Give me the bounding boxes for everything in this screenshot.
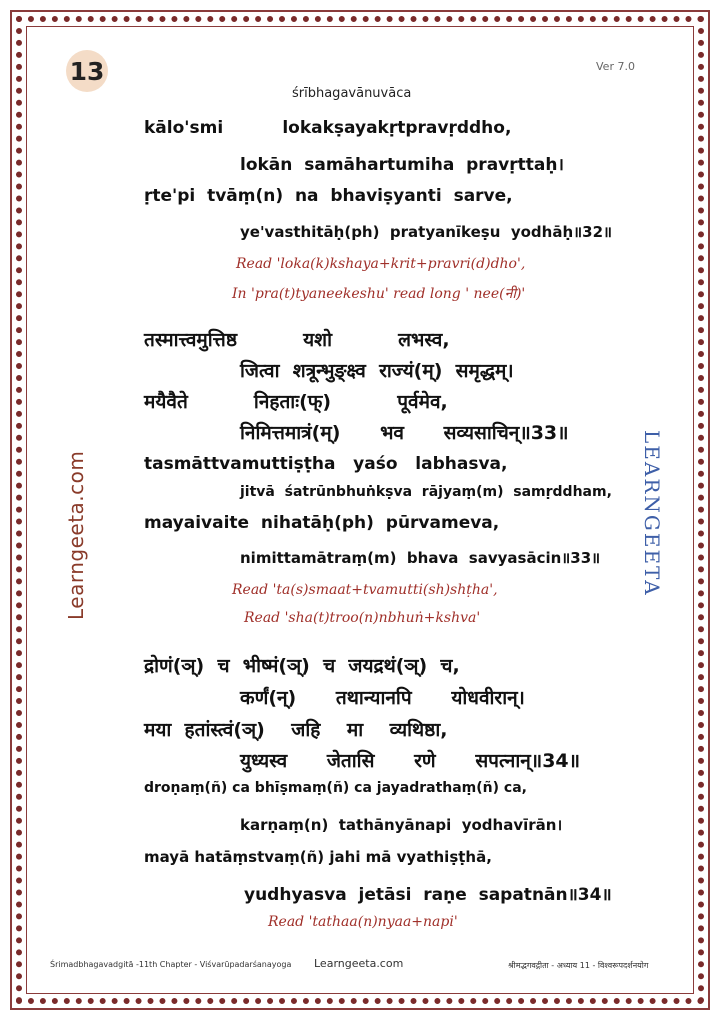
verse33-note-1: Read 'ta(s)smaat+tvamutti(sh)shṭha', bbox=[232, 582, 498, 598]
verse33-dev-line-2: जित्वा शत्रून्भुङ्क्ष्व राज्यं(म्) समृद्धम्। bbox=[240, 360, 514, 382]
verse32-line-1: kālo'smi lokakṣayakṛtpravṛddho, bbox=[144, 118, 512, 138]
verse33-roman-line-4: nimittamātraṃ(m) bhava savyasācin॥33॥ bbox=[240, 549, 601, 567]
verse33-dev-line-3: मयैवैते निहताः(फ्) पूर्वमेव, bbox=[144, 391, 448, 413]
verse33-dev-line-1: तस्मात्त्वमुत्तिष्ठ यशो लभस्व, bbox=[144, 329, 450, 351]
verse32-note-2: In 'pra(t)tyaneekeshu' read long ' nee(नी)' bbox=[232, 286, 526, 302]
verse34-dev-line-4: युध्यस्व जेतासि रणे सपत्नान्॥34॥ bbox=[240, 750, 581, 772]
verse34-roman-line-4: yudhyasva jetāsi raṇe sapatnān॥34॥ bbox=[244, 885, 612, 905]
verse34-dev-line-1: द्रोणं(ञ्) च भीष्मं(ञ्) च जयद्रथं(ञ्) च, bbox=[144, 655, 460, 677]
verse32-line-2: lokān samāhartumiha pravṛttaḥ। bbox=[240, 155, 564, 175]
verse32-note-1: Read 'loka(k)kshaya+krit+pravri(d)dho', bbox=[236, 256, 526, 272]
verse34-roman-line-2: karṇaṃ(n) tathānyānapi yodhavīrān। bbox=[240, 816, 563, 834]
verse34-dev-line-2: कर्णं(न्) तथान्यानपि योधवीरान्। bbox=[240, 687, 525, 709]
footer-chapter-roman: Śrimadbhagavadgitā -11th Chapter - Viśvarūpadarśanayoga bbox=[50, 960, 292, 969]
logo-text: LEARNGEETA bbox=[640, 430, 664, 597]
verse33-note-2: Read 'sha(t)troo(n)nbhuṅ+kshva' bbox=[244, 610, 481, 626]
verse34-note-1: Read 'tathaa(n)nyaa+napi' bbox=[268, 914, 458, 930]
verse33-roman-line-1: tasmāttvamuttiṣṭha yaśo labhasva, bbox=[144, 454, 508, 474]
page-number: 13 bbox=[69, 56, 105, 86]
verse34-roman-line-1: droṇaṃ(ñ) ca bhīṣmaṃ(ñ) ca jayadrathaṃ(ñ) ca, bbox=[144, 780, 527, 796]
speaker-heading: śrībhagavānuvāca bbox=[292, 86, 412, 101]
verse33-roman-line-3: mayaivaite nihatāḥ(ph) pūrvameva, bbox=[144, 513, 500, 533]
side-brand-text: Learngeeta.com bbox=[64, 450, 88, 620]
verse33-roman-line-2: jitvā śatrūnbhuṅkṣva rājyaṃ(m) samṛddham, bbox=[240, 484, 612, 500]
footer-chapter-devanagari: श्रीमद्भगवद्गीता - अध्याय 11 - विश्वरूपदर्शनयोग bbox=[508, 961, 649, 970]
verse32-line-3: ṛte'pi tvāṃ(n) na bhaviṣyanti sarve, bbox=[144, 186, 513, 206]
verse32-line-4: ye'vasthitāḥ(ph) pratyanīkeṣu yodhāḥ॥32॥ bbox=[240, 223, 612, 241]
learngeeta-logo bbox=[640, 430, 666, 597]
footer-site: Learngeeta.com bbox=[314, 957, 404, 970]
verse34-roman-line-3: mayā hatāṃstvaṃ(ñ) jahi mā vyathiṣṭhā, bbox=[144, 848, 492, 866]
verse33-dev-line-4: निमित्तमात्रं(म्) भव सव्यसाचिन्॥33॥ bbox=[240, 422, 569, 444]
version-label: Ver 7.0 bbox=[596, 60, 635, 73]
verse34-dev-line-3: मया हतांस्त्वं(ञ्) जहि मा व्यथिष्ठा, bbox=[144, 719, 448, 741]
page-number-badge bbox=[66, 50, 108, 92]
